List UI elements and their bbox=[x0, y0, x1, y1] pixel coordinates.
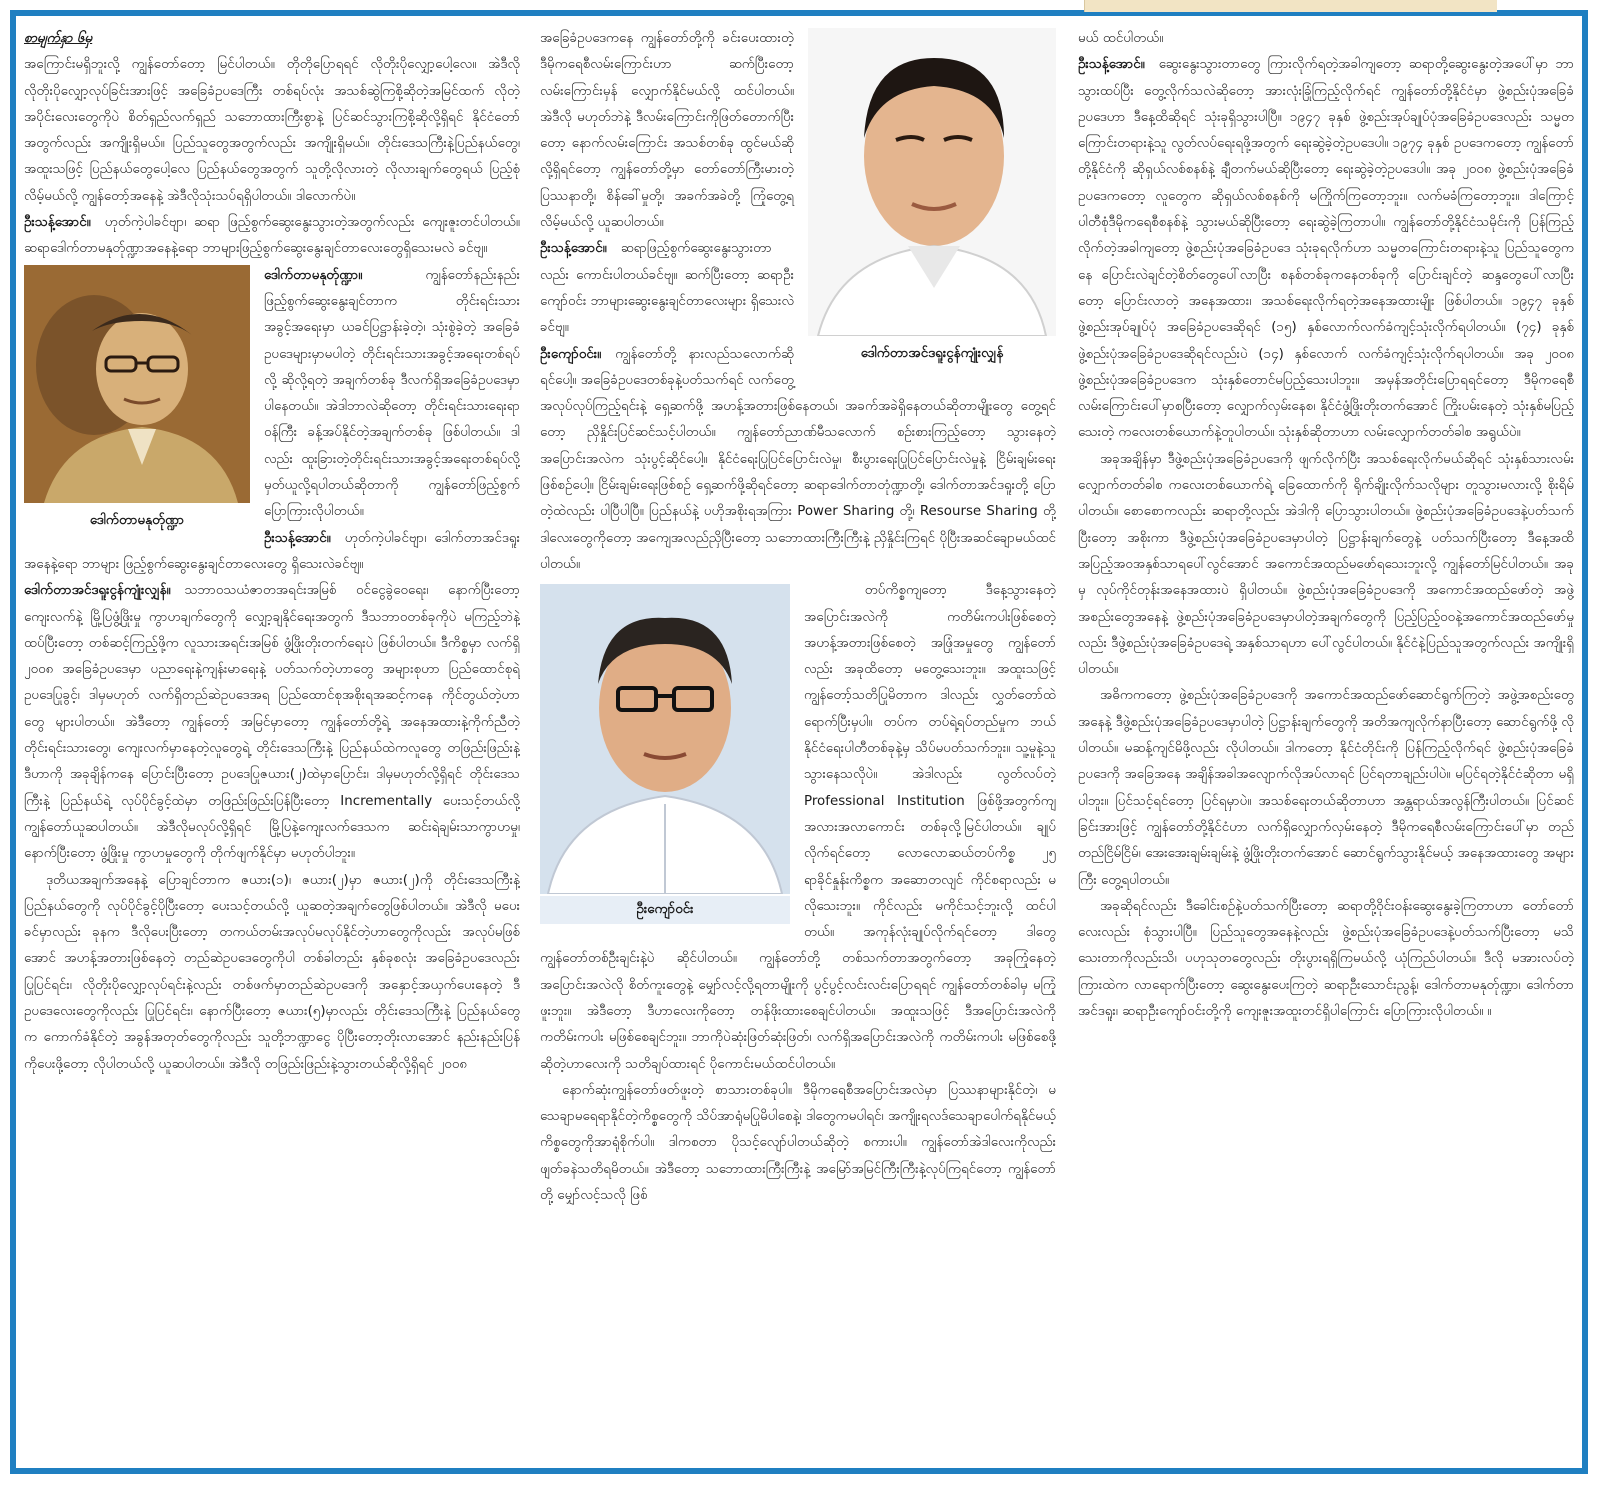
paragraph bbox=[1078, 894, 1574, 1025]
speaker-name: ဒေါက်တာအင်ဒရူးငွန်ကျုံးလျှန်။ bbox=[24, 583, 171, 599]
photo-kyaw-win bbox=[540, 584, 790, 924]
paragraph bbox=[540, 578, 1056, 1078]
paragraph-text: ကျွန်တော်နည်းနည်း ဖြည့်စွက်ဆွေးနွေးချင်တာက တိုင်းရင်းသားအခွင့်အရေးမှာ ယခင်ပြဋ္ဌာန်းခဲ့တဲ့၊ သုံးစွဲခဲ့တဲ့ အခြေခံဥပဒေများမှာမပါတဲ့ တိုင်းရင်းသားအခွင့်အရေးတစ်ရပ်လို့ ဆိုလို့ရတဲ့ အချက်တစ်ခု ဒီလက်ရှိအခြေခံဥပဒေမှာပါနေတယ်။ အဲဒါဘာလဲဆိုတော့ တိုင်းရင်းသားရေးရာဝန်ကြီး ခန့်အပ်နိုင်တဲ့အချက်တစ်ခု ဖြစ်ပါတယ်။ ဒါလည်း ထူးခြားတဲ့တိုင်းရင်းသားအခွင့်အရေးတစ်ရပ်လို့ မှတ်ယူလို့ရပါတယ်ဆိုတာကို ကျွန်တော်ဖြည့်စွက် ပြောကြားလိုပါတယ်။ bbox=[264, 267, 520, 520]
paragraph-text: အခုအချိန်မှာ ဒီဖွဲ့စည်းပုံအခြေခံဥပဒေကို ဖျက်လိုက်ပြီး အသစ်ရေးလိုက်မယ်ဆိုရင် သုံးနှစ်သားလမ်းလျှောက်တတ်ခါစ ကလေးတစ်ယောက်ရဲ့ ခြေထောက်ကို ရိုက်ချိုးလိုက်သလိုများ တူသွားမလားလို့ စိုးရိမ်ပါတယ်။ စောစောကလည်း ဆရာတို့လည်း အဲဒါကို ပြောသွားပါတယ်။ ဖွဲ့စည်းပုံအခြေခံဥပဒေနဲ့ပတ်သက်ပြီးတော့ အစိုးကာ ဒီဖွဲ့စည်းပုံအခြေခံဥပဒေမှာပါတဲ့ ပြဋ္ဌာန်းချက်တွေနဲ့ ပတ်သက်ပြီးတော့ ဒီနေ့အထိ အပြည့်အဝအနှစ်သာရပေါ်လွင်အောင် အကောင်အထည်မဖော်ရသေးဘူးလို့ ကျွန်တော်မြင်ပါတယ်။ အခုမှ လုပ်ကိုင်တုန်းအနေအထားပဲ ရှိပါတယ်။ ဖွဲ့စည်းပုံအခြေခံဥပဒေကို အကောင်အထည်ဖော်တဲ့ အဖွဲ့အစည်းတွေအနေနဲ့ ဖွဲ့စည်းပုံအခြေခံဥပဒေမှာပါတဲ့အချက်တွေကို ပြည့်ပြည့်ဝဝနဲ့အကောင်အထည်ဖော်မှုလည်း ဒီဖွဲ့စည်းပုံအခြေခံဥပဒေရဲ့ အနှစ်သာရဟာ ပေါ်လွင်ပါတယ်။ နိုင်ငံနဲ့ပြည်သူအတွက်လည်း အကျိုးရှိပါတယ်။ bbox=[1078, 451, 1574, 678]
speaker-name: ဦးကျော်ဝင်း။ bbox=[540, 346, 602, 362]
article-column-2 bbox=[540, 26, 1056, 1209]
portrait-photo-icon bbox=[24, 265, 250, 503]
paragraph-text: ဆရာဖြည့်စွက်ဆွေးနွေးသွားတာလည်း ကောင်းပါတယ်ခင်ဗျ။ ဆက်ပြီးတော့ ဆရာဦးကျော်ဝင်း ဘာများဆွေးနွေးချင်တာလေးများ ရှိသေးလဲခင်ဗျ။ bbox=[540, 241, 794, 336]
paragraph bbox=[24, 52, 520, 210]
portrait-photo-icon bbox=[540, 584, 790, 894]
paragraph-text: ကျွန်တော်တို့ နားလည်သလောက်ဆိုရင်ပေါ့။ အခြေခံဥပဒေတစ်ခုနဲ့ပတ်သက်ရင် လက်တွေ့အလုပ်လုပ်ကြည့်ရင်းနဲ့ ရှေ့ဆက်ဖို့ အဟန့်အတားဖြစ်နေတယ်၊ အခက်အခဲရှိနေတယ်ဆိုတာမျိုးတွေ တွေ့ရင်တော့ ညှိနှိုင်းပြင်ဆင်သင့်ပါတယ်။ ကျွန်တော်ညာဏ်မီသလောက် စဉ်းစားကြည့်တော့ သွားနေတဲ့အပြောင်းအလဲက သုံးပွင့်ဆိုင်ပေါ့။ နိုင်ငံရေးပြုပြင်ပြောင်းလဲမှု၊ စီးပွားရေးပြုပြင်ပြောင်းလဲမှုနဲ့ ငြိမ်းချမ်းရေး ဖြစ်စဉ်ပေါ့။ ငြိမ်းချမ်းရေးဖြစ်စဉ် ရှေ့ဆက်ဖို့ဆိုရင်တော့ ဆရာဒေါက်တာတုံဏ္ဍာတို့၊ ဒေါက်တာအင်ဒရူးတို့ ပြောတဲ့ထဲလည်း ပါပြီပါပြီ။ ပြည်နယ်နဲ့ ပဟိုအစိုးရအကြား Power Sharing တို့၊ Resourse Sharing တို့ ဒါလေးတွေကိုတော့ အကျေအလည်ညှိပြီးတော့ သဘောထားကြီးကြီးနဲ့ ညှိနှိုင်းကြရင် ပိုပြီးအဆင်ချောမယ်ထင်ပါတယ်။ bbox=[540, 346, 1056, 572]
paragraph bbox=[24, 868, 520, 1078]
article-column-3 bbox=[1078, 26, 1574, 1025]
paragraph-text: ဟုတ်ကဲ့ပါခင်ဗျာ၊ ဆရာ ဖြည့်စွက်ဆွေးနွေးသွားတဲ့အတွက်လည်း ကျေးဇူးတင်ပါတယ်။ ဆရာဒေါက်တာမနုတ်ုဏ္ဍာအနေနဲ့ရော ဘာများဖြည့်စွက်ဆွေးနွေးချင်တာလေးတွေရှိသေးမလဲ ခင်ဗျ။ bbox=[24, 215, 520, 257]
paragraph-text: သဘာဝသယံဇာတအရင်းအမြစ် ဝင်ငွေခွဲဝေရေး၊ နောက်ပြီးတော့ ကျေးလက်နဲ့ မြို့ပြဖွံ့ဖြိုးမှု ကွာဟချက်တွေကို လျှော့ချနိုင်ရေးအတွက် ဒီသဘာဝတစ်ခုကိုပဲ မကြည့်ဘဲနဲ့ ထပ်ပြီးတော့ တစ်ဆင့်ကြည့်ဖို့က လူသားအရင်းအမြစ် ဖွံ့ဖြိုးတိုးတက်ရေးပဲ ဖြစ်ပါတယ်။ ဒီကိစ္စမှာ လက်ရှိ ၂၀၀၈ အခြေခံဥပဒေမှာ ပညာရေးနဲ့ကျန်းမာရေးနဲ့ ပတ်သက်တဲ့ဟာတွေ အများစုဟာ ပြည်ထောင်စုရဲ့ ဥပဒေပြုခွင့်၊ ဒါမှမဟုတ် လက်ရှိတည်ဆဲဥပဒေအရ ပြည်ထောင်စုအစိုးရအဆင့်ကနေ ကိုင်တွယ်တဲ့ဟာတွေ များပါတယ်။ အဲဒီတော့ ကျွန်တော့် အမြင်မှာတော့ ကျွန်တော်တို့ရဲ့ အနေအထားနဲ့ကိုက်ညီတဲ့ တိုင်းရင်းသားတွေ၊ ကျေးလက်မှာနေတဲ့လူတွေရဲ့ တိုင်းဒေသကြီးနဲ့ ပြည်နယ်ထဲကလူတွေ တဖြည်းဖြည်းနဲ့ ဒီဟာကို အခုချိန်ကနေ ပြောင်းပြီးတော့ ဥပဒေပြုဇယား(၂)ထဲမှာပြောင်း၊ ဒါမှမဟုတ်လို့ရှိရင် တိုင်းဒေသကြီးနဲ့ ပြည်နယ်ရဲ့ လုပ်ပိုင်ခွင့်ထဲမှာ တဖြည်းဖြည်းပြန်ပြီးတော့ Incrementally ပေးသင့်တယ်လို့ ကျွန်တော်ယူဆပါတယ်။ အဲဒီလိုမလုပ်လို့ရှိရင် မြို့ပြနဲ့ကျေးလက်ဒေသက ဆင်းရဲချမ်းသာကွာဟမှု၊ နောက်ပြီးတော့ ဖွံ့ဖြိုးမှု ကွာဟမှုတွေကို တိုက်ဖျက်နိုင်မှာ မဟုတ်ပါဘူး။ bbox=[24, 583, 520, 862]
paragraph-text: အကြောင်းမရှိဘူးလို့ ကျွန်တော်တော့ မြင်ပါတယ်။ တိုတိုပြောရရင် လိုတိုးပိုလျှော့ပေါ့လေ။ အဲဒီလို လိုတိုးပိုလျှော့လုပ်ခြင်းအားဖြင့် အခြေခံဥပဒေကြီး တစ်ရပ်လုံး အသစ်ဆွဲကြစို့ဆိုတဲ့အမြင်ထက် လိုတဲ့အပိုင်းလေးတွေကိုပဲ စိတ်ရှည်လက်ရှည် သဘောထားကြီးစွာနဲ့ ပြင်ဆင်သွားကြစို့ဆိုလို့ရှိရင် နိုင်ငံတော်အတွက်လည်း အကျိုးရှိမယ်။ ပြည်သူတွေအတွက်လည်း အကျိုးရှိမယ်။ တိုင်းဒေသကြီးနဲ့ပြည်နယ်တွေ၊ အထူးသဖြင့် ပြည်နယ်တွေပေါ့လေ ပြည်နယ်တွေအတွက် သူတို့လိုလားတဲ့ လိုလားချက်တွေရယ် ပြည့်စုံလိမ့်မယ်လို့ ကျွန်တော့်အနေနဲ့ အဲဒီလိုသုံးသပ်ရရှိပါတယ်။ ဒါလောက်ပဲ။ bbox=[24, 57, 520, 204]
speaker-name: ဦးသန့်အောင်။ bbox=[264, 530, 331, 546]
paragraph-text: အဓိကကတော့ ဖွဲ့စည်းပုံအခြေခံဥပဒေကို အကောင်အထည်ဖော်ဆောင်ရွက်ကြတဲ့ အဖွဲ့အစည်းတွေအနေနဲ့ ဒီဖွဲ့စည်းပုံအခြေခံဥပဒေမှာပါတဲ့ ပြဋ္ဌာန်းချက်တွေကို အတိအကျလိုက်နာပြီးတော့ ဆောင်ရွက်ဖို့ လိုပါတယ်။ မဆန့်ကျင်မိဖို့လည်း လိုပါတယ်။ ဒါကတော့ နိုင်ငံတိုင်းကို ပြန်ကြည့်လိုက်ရင် ဖွဲ့စည်းပုံအခြေခံဥပဒေကို အခြေအနေ အချိန်အခါအလျောက်လိုအပ်လာရင် ပြင်ရတာချည်းပါပဲ။ မပြင်ရတဲ့နိုင်ငံဆိုတာ မရှိပါဘူး။ ပြင်သင့်ရင်တော့ ပြင်ရမှာပဲ။ အသစ်ရေးတယ်ဆိုတာဟာ အန္တရာယ်အလွန်ကြီးပါတယ်။ ပြင်ဆင်ခြင်းအားဖြင့် ကျွန်တော်တို့နိုင်ငံဟာ လက်ရှိလျှောက်လှမ်းနေတဲ့ ဒီမိုကရေစီလမ်းကြောင်းပေါ်မှာ တည်တည်ငြိမ်ငြိမ်၊ အေးအေးချမ်းချမ်းနဲ့ ဖွံ့ဖြိုးတိုးတက်အောင် ဆောင်ရွက်သွားနိုင်မယ့် အနေအထားတွေ အများကြီး တွေ့ရပါတယ်။ bbox=[1078, 688, 1574, 888]
paragraph-text: ဟုတ်ကဲ့ပါခင်ဗျာ၊ ဒေါက်တာအင်ဒရူးအနေနဲ့ရော ဘာများ ဖြည့်စွက်ဆွေးနွေးချင်တာလေးတွေ ရှိသေးလဲခင်ဗျ။ bbox=[24, 530, 520, 572]
paragraph-text: အခုဆိုရင်လည်း ဒီခေါင်းစဉ်နဲ့ပတ်သက်ပြီးတော့ ဆရာတို့ဝိုင်းဝန်းဆွေးနွေးခဲ့ကြတာဟာ တော်တော်လေးလည်း စုံသွားပါပြီ။ ပြည်သူတွေအနေနဲ့လည်း ဖွဲ့စည်းပုံအခြေခံဥပဒေနဲ့ပတ်သက်ပြီးတော့ မသိသေးတာကိုလည်းသိ၊ ပဟုသုတတွေလည်း တိုးပွားရရှိကြမယ်လို့ ယုံကြည်ပါတယ်။ ဒီလို မအားလပ်တဲ့ကြားထဲက လာရောက်ပြီးတော့ ဆွေးနွေးပေးကြတဲ့ ဆရာဦးသောင်းညွန့်၊ ဒေါက်တာမနုတ်ုဏ္ဍာ၊ ဒေါက်တာအင်ဒရူး၊ ဆရာဦးကျော်ဝင်းတို့ကို ကျေးဇူးအထူးတင်ရှိပါကြောင်း ပြောကြားလိုပါတယ်။ ။ bbox=[1078, 898, 1574, 1019]
paragraph bbox=[1078, 683, 1574, 893]
photo-caption: ဒေါက်တာမနုတ်ုဏ္ဍာ bbox=[89, 512, 185, 528]
paragraph bbox=[540, 1078, 1056, 1209]
portrait-illustration bbox=[24, 265, 250, 503]
paragraph-text: ဆွေးနွေးသွားတာတွေ ကြားလိုက်ရတဲ့အခါကျတော့ ဆရာတို့ဆွေးနွေးတဲ့အပေါ်မှာ ဘာသွားထပ်ပြီး တွေ့လိုက်သလဲဆိုတော့ အားလုံးခြုံကြည့်လိုက်ရင် ကျွန်တော်တို့နိုင်ငံမှာ ဖွဲ့စည်းပုံအခြေခံဥပဒေဟာ ဒီနေ့ထိဆိုရင် သုံးခုရှိသွားပါပြီ။ ၁၉၄၇ ခုနှစ် ဖွဲ့စည်းအုပ်ချုပ်ပုံအခြေခံဥပဒေလည်း သမ္မတကြောင်းတရားနဲ့သူ လွတ်လပ်ရေးရဖို့အတွက် ရေးဆွဲခဲ့တဲ့ဥပဒေပါ။ ၁၉၇၄ ခုနှစ် ဥပဒေကတော့ ကျွန်တော်တို့နိုင်ငံကို ဆိုရှယ်လစ်စနစ်နဲ့ ချီတက်မယ်ဆိုပြီးတော့ ရေးဆွဲခဲ့တဲ့ဥပဒေပါ။ အခု ၂၀၀၈ ဖွဲ့စည်းပုံအခြေခံဥပဒေကတော့ လူတွေက ဆိုရှယ်လစ်စနစ်ကို မကြိုက်ကြတော့ဘူး။ လက်မခံကြတော့ဘူး။ ဒါကြောင့် ပါတီစုံဒီမိုကရေစီစနစ်နဲ့ သွားမယ်ဆိုပြီးတော့ ရေးဆွဲခဲ့ကြတာပါ။ ကျွန်တော်တို့နိုင်ငံသမိုင်းကို ပြန်ကြည့်လိုက်တဲ့အခါကျတော့ ဖွဲ့စည်းပုံအခြေခံဥပဒေ သုံးခုရလိုက်ဟာ သမ္မတကြောင်းတရားနဲ့သူ ပြည်သူတွေကနေ ပြောင်းလဲချင်တဲ့စိတ်တွေပေါ်လာပြီး စနစ်တစ်ခုကနေတစ်ခုကို ပြောင်းချင်တဲ့ ဆန္ဒတွေပေါ်လာပြီးတော့ ပြောင်းလာတဲ့ အနေအထား၊ အသစ်ရေးလိုက်ရတဲ့အနေအထားမျိုး ဖြစ်ပါတယ်။ ၁၉၄၇ ခုနှစ် ဖွဲ့စည်းအုပ်ချုပ်ပုံ အခြေခံဥပဒေဆိုရင် (၁၅) နှစ်လောက်လက်ခံကျင့်သုံးလိုက်ရပါတယ်။ (၇၄) ခုနှစ် ဖွဲ့စည်းပုံအခြေခံဥပဒေဆိုရင်လည်းပဲ (၁၄) နှစ်လောက် လက်ခံကျင့်သုံးလိုက်ရပါတယ်။ အခု ၂၀၀၈ ဖွဲ့စည်းပုံအခြေခံဥပဒေက သုံးနှစ်တောင်မပြည့်သေးပါဘူး။ အမှန်အတိုင်းပြောရရင်တော့ ဒီမိုကရေစီလမ်းကြောင်းပေါ်မှာစပြီးတော့ လျှောက်လှမ်းနေစ၊ နိုင်ငံဖွံ့ဖြိုးတိုးတက်အောင် ကြိုးပမ်းနေတဲ့ သုံးနှစ်မပြည့်သေးတဲ့ ကလေးတစ်ယောက်နဲ့တူပါတယ်။ သုံးနှစ်ဆိုတာဟာ လမ်းလျှောက်တတ်ခါစ အရွယ်ပဲ။ bbox=[1078, 57, 1574, 441]
speaker-name: ဦးသန့်အောင်။ bbox=[1078, 57, 1145, 73]
paragraph bbox=[1078, 52, 1574, 446]
photo-caption: ဦးကျော်ဝင်း bbox=[540, 896, 790, 924]
paragraph-text: ဒုတိယအချက်အနေနဲ့ ပြောချင်တာက ဇယား(၁)၊ ဇယား(၂)မှာ ဇယား(၂)ကို တိုင်းဒေသကြီးနဲ့ ပြည်နယ်တွေကို လုပ်ပိုင်ခွင့်ပိုပြီးတော့ ပေးသင့်တယ်လို့ ယူဆတဲ့အချက်တွေဖြစ်ပါတယ်။ အဲဒီလို မပေးခင်မှာလည်း ခုနက ဒီလိုပေးပြီးတော့ တကယ်တမ်းအလုပ်မလုပ်နိုင်တဲ့ဟာတွေကိုလည်း အလုပ်မဖြစ်အောင် အဟန့်အတားဖြစ်နေတဲ့ တည်ဆဲဥပဒေတွေကိုပါ တစ်ခါတည်း နှစ်ခုစလုံး အခြေခံဥပဒေလည်း ပြုပြင်ရင်း၊ လိုတိုးပိုလျှော့လုပ်ရင်းနဲ့လည်း တစ်ဖက်မှာတည်ဆဲဥပဒေကို အနှောင့်အယှက်ပေးနေတဲ့ ဒီဥပဒေလေးတွေကိုလည်း ပြုပြင်ရင်း၊ နောက်ပြီးတော့ ဇယား(၅)မှာလည်း တိုင်းဒေသကြီးနဲ့ ပြည်နယ်တွေက ကောက်ခံနိုင်တဲ့ အခွန်အတုတ်တွေကိုလည်း သူတို့ဘဏ္ဍာငွေ ပိုပြီးတော့တိုးလာအောင် နည်းနည်းပြန်ကိုပေးဖို့တော့ လိုပါတယ်လို့ ယူဆပါတယ်။ အဲဒီလို တဖြည်းဖြည်းနဲ့သွားတယ်ဆိုလို့ရှိရင် ၂၀၀၈ bbox=[24, 872, 520, 1072]
speaker-name: ဦးသန့်အောင်။ bbox=[540, 241, 607, 257]
portrait-photo-icon bbox=[808, 28, 1056, 336]
paragraph-text: မယ် ထင်ပါတယ်။ bbox=[1078, 31, 1164, 46]
portrait-illustration bbox=[808, 28, 1056, 336]
portrait-illustration bbox=[540, 584, 790, 894]
photo-manu-tun bbox=[24, 265, 250, 535]
paragraph bbox=[24, 263, 520, 526]
article-column-1 bbox=[24, 26, 520, 1078]
photo-caption: ဒေါက်တာအင်ဒရူးငွန်ကျုံးလျှန် bbox=[860, 346, 1004, 361]
speaker-name: ဦးသန့်အောင်။ bbox=[24, 215, 91, 231]
header-strip bbox=[1084, 0, 1497, 12]
paragraph bbox=[1078, 447, 1574, 684]
paragraph-text: အခြေခံဥပဒေကနေ ကျွန်တော်တို့ကို ခင်းပေးထားတဲ့ ဒီမိုကရေစီလမ်းကြောင်းဟာ ဆက်ပြီးတော့ လမ်းကြောင်းမှန် လျှောက်နိုင်မယ်လို့ ထင်ပါတယ်။ အဲဒီလို မဟုတ်ဘဲနဲ့ ဒီလမ်းကြောင်းကိုဖြတ်တောက်ပြီးတော့ နောက်လမ်းကြောင်း အသစ်တစ်ခု ထွင်မယ်ဆိုလို့ရှိရင်တော့ ကျွန်တော်တို့မှာ တော်တော်ကြီးမားတဲ့ ပြဿနာတို့၊ စိန်ခေါ်မှုတို့၊ အခက်အခဲတို့ ကြုံတွေ့ရလိမ့်မယ်လို့ ယူဆပါတယ်။ bbox=[540, 31, 794, 231]
speaker-name: ဒေါက်တာမနုတ်ုဏ္ဍာ။ bbox=[264, 267, 363, 283]
paragraph bbox=[1078, 26, 1574, 52]
paragraph bbox=[24, 578, 520, 867]
byline: စာမျက်နှာ ၆မှ bbox=[24, 31, 93, 46]
photo-andrew bbox=[808, 28, 1056, 368]
paragraph-text: တပ်ကိစ္စကျတော့ ဒီနေ့သွားနေတဲ့အပြောင်းအလဲကို ကတိမ်းကပါးဖြစ်စေတဲ့ အဟန့်အတားဖြစ်စေတဲ့ အဖြုံအမှုတွေ ကျွန်တော်လည်း အခုထိတော့ မတွေ့သေးဘူး။ အထူးသဖြင့် ကျွန်တော့်သတိပြုမိတာက ဒါလည်း လွှတ်တော်ထဲ ရောက်ပြီးမှပါ။ တပ်က တပ်ရဲ့ရပ်တည်မှုက ဘယ်နိုင်ငံရေးပါတီတစ်ခုနဲ့မှ သိပ်မပတ်သက်ဘူး။ သူ့မူနဲ့သူ သွားနေသလိုပဲ။ အဲဒါလည်း လွတ်လပ်တဲ့ Professional Institution ဖြစ်ဖို့အတွက်ကျ အလားအလာကောင်း တစ်ခုလို့မြင်ပါတယ်။ ချုပ်လိုက်ရင်တော့ လောလောဆယ်တပ်ကိစ္စ ၂၅ ရာခိုင်နှုန်းကိစ္စက အဆောတလျင် ကိုင်စရာလည်း မလိုသေးဘူး။ ကိုင်လည်း မကိုင်သင့်ဘူးလို့ ထင်ပါတယ်။ အကုန်လုံးချုပ်လိုက်ရင်တော့ ဒါတွေ ကျွန်တော်တစ်ဦးချင်းနဲ့ပဲ ဆိုင်ပါတယ်။ ကျွန်တော်တို့ တစ်သက်တာအတွက်တော့ အခုကြုံနေတဲ့ အပြောင်းအလဲလို စိတ်ကူးတွေနဲ့ မျှော်လင့်လို့ရတာမျိုးကို ပွင့်ပွင့်လင်းလင်းပြောရရင် ကျွန်တော်တစ်ခါမှ မကြုံဖူးဘူး။ အဲဒီတော့ ဒီဟာလေးကိုတော့ တန်ဖိုးထားစေချင်ပါတယ်။ အထူးသဖြင့် ဒီအပြောင်းအလဲကို ကတိမ်းကပါး မဖြစ်စေချင်ဘူး။ ဘာကိုပဲဆုံးဖြတ်ဆုံးဖြတ်၊ လက်ရှိအပြောင်းအလဲကို ကတိမ်းကပါး မဖြစ်စေဖို့ဆိုတဲ့ဟာလေးကို သတိချပ်ထားရင် ပိုကောင်းမယ်ထင်ပါတယ်။ bbox=[540, 583, 1056, 1072]
paragraph bbox=[540, 342, 1056, 579]
paragraph bbox=[24, 210, 520, 263]
paragraph-text: နောက်ဆုံးကျွန်တော်ဖတ်ဖူးတဲ့ စာသားတစ်ခုပါ။ ဒီမိုကရေစီအပြောင်းအလဲမှာ ပြဿနာများနိုင်တဲ့၊ မသေချာမရေရာနိုင်တဲ့ကိစ္စတွေကို သိပ်အာရုံမပြုမိပါစေနဲ့၊ ဒါတွေကမပါရင်၊ အကျိုးရလဒ်သေချာပေါက်ရနိုင်မယ့်ကိစ္စတွေကိုအာရုံစိုက်ပါ။ ဒါကစတာ ပိုသင့်လျော်ပါတယ်ဆိုတဲ့ စကားပါ။ ကျွန်တော်အဲဒါလေးကိုလည်း ဖျတ်ခနဲသတိရမိတယ်။ အဲဒီတော့ သဘောထားကြီးကြီးနဲ့ အမြော်အမြင်ကြီးကြီးနဲ့လုပ်ကြရင်တော့ ကျွန်တော်တို့ မျှော်လင့်သလို ဖြစ် bbox=[540, 1082, 1056, 1204]
